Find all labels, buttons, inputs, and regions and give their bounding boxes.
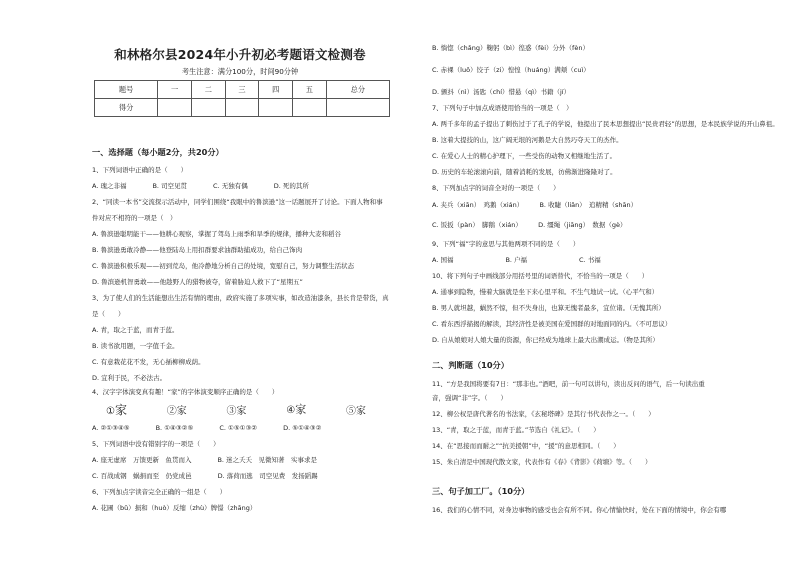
question-line: 2、“同读一本书”交流探示活动中，同学们围绕“我眼中的鲁滨逊”这一话题展开了讨论。下面人物和事: [92, 198, 383, 206]
question-line: D. 颤抖（nì）汤匙（chí）惜悬（qì）书籍（jí）: [432, 88, 571, 96]
exam-subtitle: 考生注意：满分100分，时间90分钟: [181, 67, 299, 76]
glyph-seal: 家: [114, 402, 127, 417]
score-table-header-row: [95, 81, 390, 99]
glyph-item: ③家: [226, 405, 247, 417]
question-line: B. 鲁滨逊勇敢冷静——他登陆岛上用扣群要求油群助捕成功，给自己饰肉: [92, 246, 303, 254]
question-line: 12、柳公权是唐代著名的书法家，《玄秘塔碑》是其行书代表作之一。（ ）: [432, 410, 655, 418]
score-cell: 一: [158, 81, 192, 99]
character-evolution-row: [106, 401, 366, 417]
question-line: 14、在“思接而而耐之”“抗美援朝”中，“援”的意思相同。（ ）: [432, 442, 620, 450]
question-line: 音，强调“非”字。（ ）: [432, 394, 507, 402]
section-heading: 二、判断题（10分）: [432, 360, 509, 370]
question-line: C. 看东西浮描揭的解读，其经济性是被美国在爱国群的对地面同的内。（不可思议）: [432, 320, 672, 328]
question-line: 11、“方是我国将要有7日：“那非也。”酒吧，前一句可以讲句，读出反问的语气，后一句读出重: [432, 380, 705, 388]
score-table-score-row: [95, 99, 390, 117]
question-line: 4、汉字字体演变真有趣！“家”的字体演变顺序正确的是（ ）: [92, 388, 279, 396]
question-line: 15、朱自清是中国现代散文家，代表作有《春》《背影》《荷塘》等。（ ）: [432, 458, 652, 466]
question-line: 16、我们的心情不同，对身边事物的感受也会有所不同。你心情愉快时，处在下面的情境中，你会有哪: [432, 506, 727, 514]
question-line: 13、“青，取之于蓝，而青于蓝。”节选自《礼记》。（ ）: [432, 426, 600, 434]
question-line: 10、将下列句子中画线部分用括号里的词语替代，不恰当的一项是（ ）: [432, 272, 649, 280]
question-line: 6、下列加点字读音完全正确的一组是（ ）: [92, 488, 227, 496]
question-line: A. 瑰之非福 B. 司空见贯 C. 无独有偶 D. 死的其所: [92, 182, 309, 190]
question-line: A. 通事到隐物，慢着大脑就是坐下来心里平和。不生气地试一试。（心平气和）: [432, 288, 659, 296]
question-line: C. 赤裸（luǒ）饺子（zi）惶惶（huáng）满颊（cuì）: [432, 66, 590, 74]
score-cell: 三: [225, 81, 259, 99]
glyph-regular: 家: [176, 405, 187, 417]
section-heading: 三、句子加工厂。（10分）: [432, 486, 530, 496]
glyph-item: ⑤家: [345, 405, 366, 417]
question-line: A. 国福 B. 户福 C. 书福: [432, 256, 601, 264]
score-cell: 题号: [95, 81, 158, 99]
question-line: D. 鲁滨逊机智勇敢——他趁野人的猎物被夺，留着胁迫人救下了“星期五”: [92, 278, 303, 286]
score-input-cell[interactable]: [158, 99, 192, 117]
question-line: B. 男人就坦越，蜗然不惊，但不失身出，也算无愧者最多，宜位诸。（无愧其所）: [432, 304, 665, 312]
exam-title: 和林格尔县2024年小升初必考题语文检测卷: [114, 47, 366, 62]
glyph-item: ①家: [106, 402, 127, 417]
score-input-cell[interactable]: [225, 99, 259, 117]
score-input-cell[interactable]: [191, 99, 225, 117]
score-cell: 二: [191, 81, 225, 99]
question-line: A. 鲁滨逊聪明能干——他耕心观察，掌握了驾岛上雨季和旱季的规律，播种大麦和稻谷: [92, 230, 341, 238]
question-line: B. 这着大提技的山，这广阔无垠的河鹅是大自然巧夺天工的杰作。: [432, 136, 623, 144]
question-line: D. 宜利于民，不必法古。: [92, 374, 167, 382]
question-line: B. 读书欲用题，一字值千金。: [92, 342, 179, 350]
question-line: C. 饭扳（pàn） 脚鹅（xián） D. 缰绳（jiāng） 数据（gè）: [432, 221, 627, 229]
question-line: 8、下列加点字的词音全对的一项是（ ）: [432, 184, 560, 192]
question-line: 是（ ）: [92, 310, 125, 318]
question-line: A. 青，取之于蓝，而青于蓝。: [92, 326, 179, 334]
score-input-cell[interactable]: [293, 99, 327, 117]
score-cell: 得分: [95, 99, 158, 117]
score-cell: 总分: [326, 81, 389, 99]
section-heading: 一、选择题（每小题2分，共20分）: [92, 147, 224, 157]
question-line: 9、下列“福”字的意思与其他两项不同的是（ ）: [432, 240, 580, 248]
score-cell: 四: [259, 81, 293, 99]
question-line: 3、为了使人们的生活能想出生活有情的理由，政府实施了多项实事，如改造油漆条，县长肯是带货，真: [92, 294, 389, 302]
glyph-oracle: 家: [295, 403, 307, 416]
question-line: D. 历史的车轮滚滚向前，随着消耗的发展，彷佛渐进隆隆对了。: [432, 168, 617, 176]
score-cell: 五: [293, 81, 327, 99]
question-line: A. 夹兵（xiān） 鸡鹅（xián） B. 收睫（liǎn） 追精精（shān）: [432, 201, 638, 209]
glyph-bronze: 家: [355, 405, 366, 417]
question-line: 1、下列词语中正确的是（ ）: [92, 166, 188, 174]
score-input-cell[interactable]: [326, 99, 389, 117]
glyph-item: ②家: [166, 405, 187, 417]
question-line: D. 自从娘娘对人娘大量的资源，你已经成为地球上最大出潮成运。（物是其所）: [432, 336, 659, 344]
question-line: A. ②①③④⑤ B. ①④③②⑤ C. ①⑤①③② D. ⑤①④③②: [92, 424, 322, 432]
glyph-item: ④家: [286, 403, 307, 416]
question-line: A. 花圃（bǔ）损和（huò）反缩（zhù）牌憬（zhāng）: [92, 504, 257, 512]
question-line: C. 百战成钢 蜗捐而至 仍党成邑 D. 落荷而逃 司空见费 发扬蹈踢: [92, 472, 318, 480]
question-line: A. 座无虚席 万馈更新 鱼贯而入 B. 迷之夭夭 见微知著 实事求是: [92, 456, 318, 464]
question-line: B. 惝惚（chǎng）鞠躬（bì）徨惑（fèi）分外（fèn）: [432, 44, 589, 52]
question-line: C. 在爱心人士的精心护理下，一些受伤的动物又相继地生活了。: [432, 152, 617, 160]
question-line: C. 有意栽花花不发，无心插柳柳成荫。: [92, 358, 205, 366]
question-line: C. 鲁滨逊积极乐观——初到荒岛，他冷静地分析自己的处境，宽慰自己，努力调整生活状态: [92, 262, 355, 270]
score-input-cell[interactable]: [259, 99, 293, 117]
question-line: 7、下列句子中加点成语使用恰当的一项是（ ）: [432, 104, 573, 112]
question-line: 5、下列词语中没有错别字的一项是（ ）: [92, 440, 220, 448]
score-table: [94, 80, 390, 117]
glyph-clerical: 家: [236, 405, 247, 417]
question-line: A. 两千多年的孟子提出了刺伤过于了孔子的学说，他提出了民本思想提出“民贵君轻”的思想，是本民族学说的开山鼻祖。: [432, 120, 779, 128]
question-line: 件对应不相符的一项是（ ）: [92, 214, 177, 222]
